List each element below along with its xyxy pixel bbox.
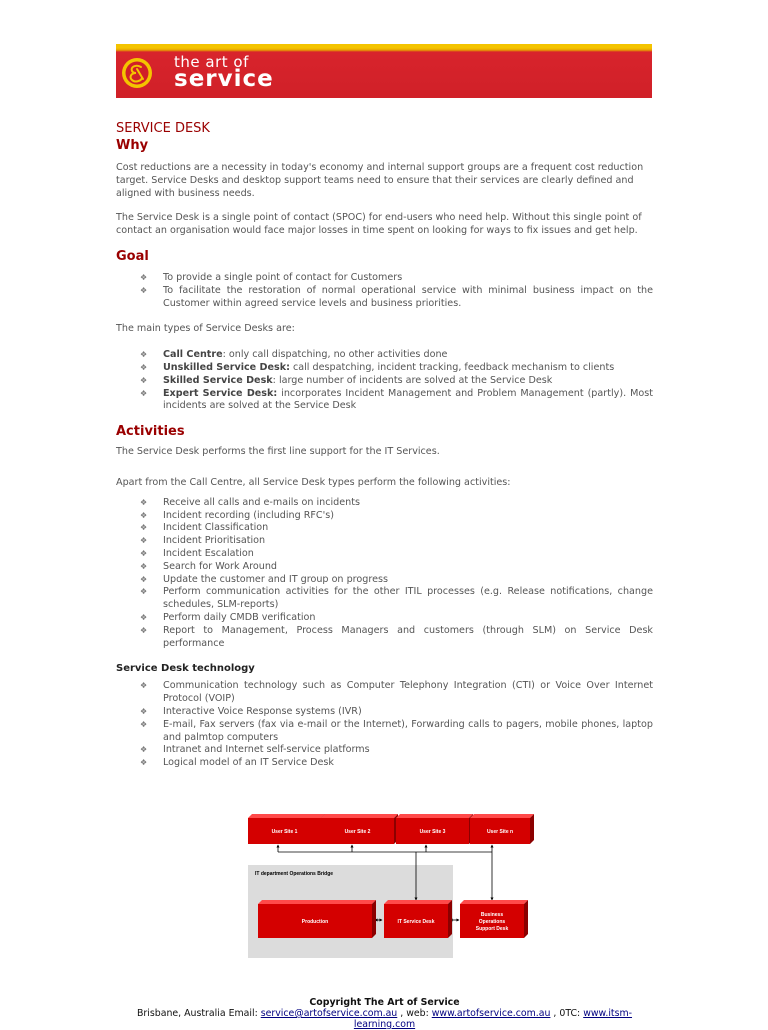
technology-list xyxy=(116,680,653,770)
bullet-icon: ❖ xyxy=(140,523,148,533)
activities-list xyxy=(116,497,653,651)
list-item: ❖ Incident Prioritisation xyxy=(140,535,266,547)
bosd-label-line3: Support Desk xyxy=(475,926,509,932)
production-label: Production xyxy=(301,919,329,925)
goal-heading: Goal xyxy=(116,248,149,264)
list-item: ❖ Report to Management, Process Managers and customers (through SLM) on Service Desk performance xyxy=(140,624,653,649)
bullet-icon: ❖ xyxy=(140,587,148,597)
list-item: ❖ Interactive Voice Response systems (IVR) xyxy=(140,705,362,717)
why-paragraph-1: Cost reductions are a necessity in today's economy and internal support groups are a frequent cost reduction target. Service Desks and desktop support teams need to ensure that their services are clearly defined and aligned with business needs. xyxy=(116,162,644,199)
list-item: ❖ Perform communication activities for the other ITIL processes (e.g. Release notifications, change schedules, SLM-reports) xyxy=(140,586,653,611)
production-box xyxy=(258,900,376,938)
operations-bridge-label: IT department Operations Bridge xyxy=(255,871,334,877)
page-footer xyxy=(116,997,653,1030)
user-site-3-label: User Site 3 xyxy=(419,829,446,835)
list-item: ❖ Skilled Service Desk: large number of incidents are solved at the Service Desk xyxy=(140,374,553,386)
bullet-icon: ❖ xyxy=(140,625,148,635)
header-banner xyxy=(116,44,652,98)
email-link[interactable]: service@artofservice.com.au xyxy=(260,1008,398,1019)
user-site-1-box xyxy=(248,814,325,844)
list-item: ❖ To provide a single point of contact for Customers xyxy=(140,271,403,283)
bullet-icon: ❖ xyxy=(140,561,148,571)
brand-wordmark xyxy=(174,55,274,91)
list-item: ❖ Search for Work Around xyxy=(140,560,278,572)
service-desk-types-list xyxy=(116,349,653,413)
user-site-2-box xyxy=(321,814,398,844)
list-item: ❖ Call Centre: only call dispatching, no other activities done xyxy=(140,349,448,361)
bullet-icon: ❖ xyxy=(140,681,148,691)
art-of-service-logo-icon xyxy=(121,57,153,89)
list-item: ❖ E-mail, Fax servers (fax via e-mail or the Internet), Forwarding calls to pagers, mobile phones, laptop and palmtop computers xyxy=(140,718,653,743)
tech-heading: Service Desk technology xyxy=(116,663,255,675)
list-item: ❖ Incident Escalation xyxy=(140,547,254,559)
list-item: ❖ Intranet and Internet self-service platforms xyxy=(140,744,370,756)
document-body xyxy=(116,121,653,770)
service-desk-logical-model-diagram xyxy=(246,812,536,960)
list-item: ❖ Receive all calls and e-mails on incidents xyxy=(140,496,360,508)
bullet-icon: ❖ xyxy=(140,706,148,716)
user-site-n-box xyxy=(470,814,534,844)
otc-link[interactable]: www.itsm-learning.com xyxy=(353,1008,633,1030)
bosd-label-line1: Business xyxy=(480,912,504,918)
bullet-icon: ❖ xyxy=(140,745,148,755)
copyright-text: Copyright The Art of Service xyxy=(309,997,460,1008)
user-site-3-box xyxy=(396,814,473,844)
bullet-icon: ❖ xyxy=(140,574,148,584)
list-item: ❖ Perform daily CMDB verification xyxy=(140,611,316,623)
activities-heading: Activities xyxy=(116,424,185,440)
list-item: ❖ Update the customer and IT group on progress xyxy=(140,573,388,585)
website-link[interactable]: www.artofservice.com.au xyxy=(431,1008,551,1019)
list-item: ❖ Unskilled Service Desk: call despatching, incident tracking, feedback mechanism to clients xyxy=(140,361,615,373)
bullet-icon: ❖ xyxy=(140,536,148,546)
bullet-icon: ❖ xyxy=(140,388,148,398)
brand-line2: service xyxy=(174,66,274,92)
activities-paragraph-2: Apart from the Call Centre, all Service Desk types perform the following activities: xyxy=(116,476,511,488)
bullet-icon: ❖ xyxy=(140,272,148,282)
list-item: ❖ Logical model of an IT Service Desk xyxy=(140,757,334,769)
bullet-icon: ❖ xyxy=(140,375,148,385)
why-paragraph-2: The Service Desk is a single point of contact (SPOC) for end-users who need help. Without this single point of contact an organisation would face major losses in time spent on looking for ways to fix issues and get help. xyxy=(116,212,642,237)
goal-list xyxy=(116,272,653,310)
bullet-icon: ❖ xyxy=(140,362,148,372)
list-item: ❖ Incident Classification xyxy=(140,522,269,534)
bosd-label-line2: Operations xyxy=(478,919,506,925)
bullet-icon: ❖ xyxy=(140,758,148,768)
types-intro: The main types of Service Desks are: xyxy=(116,323,295,335)
it-service-desk-box xyxy=(384,900,452,938)
it-service-desk-label: IT Service Desk xyxy=(397,919,435,925)
list-item: ❖ To facilitate the restoration of normal operational service with minimal business impact on the Customer within agreed service levels and business priorities. xyxy=(140,284,653,309)
brand-line1: the art of xyxy=(174,53,249,71)
user-site-n-label: User Site n xyxy=(486,829,514,835)
list-item: ❖ Expert Service Desk: incorporates Incident Management and Problem Management (partly). Most incidents are solved at the Service Desk xyxy=(140,387,653,412)
bullet-icon: ❖ xyxy=(140,612,148,622)
activities-paragraph-1: The Service Desk performs the first line support for the IT Services. xyxy=(116,446,440,458)
contact-line: Brisbane, Australia Email: service@artofservice.com.au , web: www.artofservice.com.au , 0TC: www.itsm-learning.com xyxy=(136,1008,633,1030)
why-heading: Why xyxy=(116,138,149,153)
bullet-icon: ❖ xyxy=(140,497,148,507)
bullet-icon: ❖ xyxy=(140,285,148,295)
user-site-1-label: User Site 1 xyxy=(271,829,298,835)
list-item: ❖ Communication technology such as Computer Telephony Integration (CTI) or Voice Over Internet Protocol (VOIP) xyxy=(140,680,653,705)
bullet-icon: ❖ xyxy=(140,548,148,558)
list-item: ❖ Incident recording (including RFC's) xyxy=(140,509,335,521)
user-site-2-label: User Site 2 xyxy=(344,829,371,835)
page-title: SERVICE DESK xyxy=(116,121,210,136)
bullet-icon: ❖ xyxy=(140,510,148,520)
business-operations-support-desk-box xyxy=(460,900,528,938)
bullet-icon: ❖ xyxy=(140,719,148,729)
bullet-icon: ❖ xyxy=(140,350,148,360)
